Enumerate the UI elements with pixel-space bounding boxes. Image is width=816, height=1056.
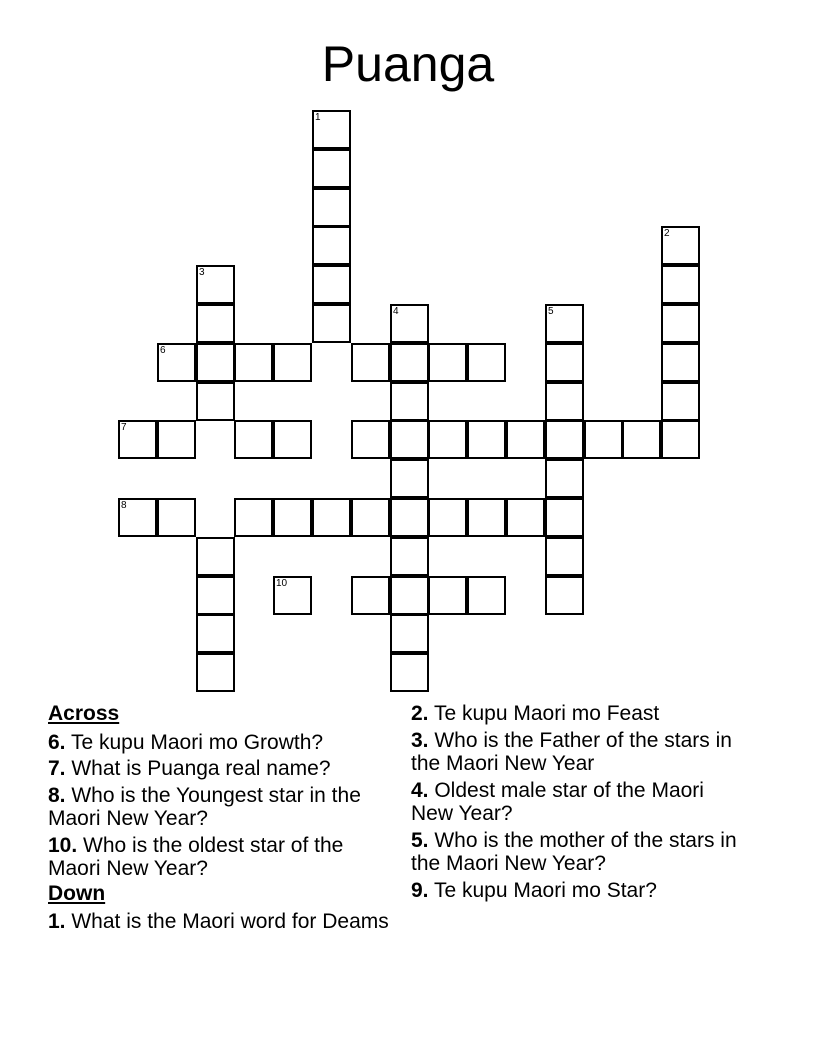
grid-cell[interactable] [234, 498, 273, 537]
grid-cell[interactable] [545, 343, 584, 382]
grid-cell[interactable] [661, 265, 700, 304]
grid-cell[interactable] [545, 304, 584, 343]
clue-text: Te kupu Maori mo Star? [428, 878, 657, 902]
grid-cell[interactable] [390, 420, 429, 459]
grid-cell[interactable] [351, 420, 390, 459]
grid-cell[interactable] [390, 343, 429, 382]
grid-cell[interactable] [467, 498, 506, 537]
clue-text: Who is the Youngest star in the Maori New Year? [48, 783, 361, 830]
clue-text: What is Puanga real name? [65, 757, 331, 780]
grid-cell[interactable] [390, 537, 429, 576]
grid-cell[interactable] [312, 149, 351, 188]
grid-cell[interactable] [428, 576, 467, 615]
clue-item [48, 731, 393, 755]
clue-text: Te kupu Maori mo Growth? [65, 730, 324, 754]
grid-cell[interactable] [506, 420, 545, 459]
clues-left-column [48, 702, 393, 937]
grid-cell[interactable] [312, 226, 351, 265]
grid-cell[interactable] [196, 614, 235, 653]
clue-number-label: 2. [411, 702, 429, 725]
grid-cell[interactable] [390, 382, 429, 421]
clue-number-label: 7. [48, 757, 66, 780]
clue-item [411, 829, 741, 876]
clue-item [411, 702, 741, 726]
grid-cell[interactable] [661, 382, 700, 421]
grid-cell[interactable] [312, 110, 351, 149]
clue-text: What is the Maori word for Deams [65, 910, 389, 933]
clue-item [48, 784, 393, 831]
grid-cell[interactable] [273, 498, 312, 537]
grid-cell[interactable] [390, 304, 429, 343]
grid-cell[interactable] [196, 382, 235, 421]
grid-cell[interactable] [545, 382, 584, 421]
grid-cell[interactable] [545, 459, 584, 498]
grid-cell[interactable] [157, 420, 196, 459]
grid-cell[interactable] [312, 304, 351, 343]
clue-number-label: 8. [48, 783, 66, 807]
grid-cell[interactable] [196, 537, 235, 576]
clue-number: 7 [121, 422, 127, 433]
clue-text: Te kupu Maori mo Feast [428, 702, 660, 725]
grid-cell[interactable] [467, 343, 506, 382]
down-clue-list-right [411, 702, 741, 902]
clue-item [48, 757, 393, 781]
clue-number-label: 1. [48, 910, 66, 933]
grid-cell[interactable] [234, 343, 273, 382]
clue-item [48, 910, 393, 934]
grid-cell[interactable] [196, 304, 235, 343]
grid-cell[interactable] [545, 498, 584, 537]
grid-cell[interactable] [273, 343, 312, 382]
grid-cell[interactable] [545, 420, 584, 459]
clue-item [411, 879, 741, 903]
grid-cell[interactable] [390, 498, 429, 537]
clue-text: Who is the mother of the stars in the Maori New Year? [411, 828, 737, 875]
grid-cell[interactable] [545, 537, 584, 576]
grid-cell[interactable] [273, 420, 312, 459]
grid-cell[interactable] [351, 576, 390, 615]
clue-number-label: 3. [411, 728, 429, 752]
grid-cell[interactable] [234, 420, 273, 459]
grid-cell[interactable] [312, 265, 351, 304]
clue-number-label: 6. [48, 730, 66, 754]
grid-cell[interactable] [273, 576, 312, 615]
grid-cell[interactable] [312, 188, 351, 227]
clue-item [411, 779, 741, 826]
grid-cell[interactable] [428, 498, 467, 537]
grid-cell[interactable] [157, 343, 196, 382]
grid-cell[interactable] [157, 498, 196, 537]
grid-cell[interactable] [428, 343, 467, 382]
grid-cell[interactable] [661, 343, 700, 382]
grid-cell[interactable] [196, 576, 235, 615]
grid-cell[interactable] [467, 576, 506, 615]
clue-item [48, 834, 393, 881]
grid-cell[interactable] [118, 420, 157, 459]
grid-cell[interactable] [196, 653, 235, 692]
grid-cell[interactable] [545, 576, 584, 615]
grid-cell[interactable] [428, 420, 467, 459]
clue-text: Oldest male star of the Maori New Year? [411, 778, 704, 825]
grid-cell[interactable] [390, 653, 429, 692]
clue-number: 4 [393, 306, 399, 317]
clues-right-column [411, 702, 741, 905]
grid-cell[interactable] [661, 420, 700, 459]
grid-cell[interactable] [351, 498, 390, 537]
down-clue-list-left [48, 910, 393, 934]
clue-number-label: 9. [411, 878, 429, 902]
down-heading: Down [48, 881, 106, 905]
grid-cell[interactable] [390, 576, 429, 615]
grid-cell[interactable] [118, 498, 157, 537]
clue-number: 10 [276, 578, 288, 589]
grid-cell[interactable] [467, 420, 506, 459]
grid-cell[interactable] [661, 226, 700, 265]
grid-cell[interactable] [390, 459, 429, 498]
clue-number: 5 [548, 306, 554, 317]
grid-cell[interactable] [196, 343, 235, 382]
clue-text: Who is the Father of the stars in the Maori New Year [411, 728, 732, 775]
clue-text: Who is the oldest star of the Maori New Year? [48, 833, 344, 880]
clue-number: 3 [199, 267, 205, 278]
clue-number: 6 [160, 345, 166, 356]
puzzle-title: Puanga [321, 36, 495, 92]
across-clue-list [48, 731, 393, 881]
clue-number-label: 4. [411, 778, 429, 802]
clue-number: 2 [664, 228, 670, 239]
grid-cell[interactable] [622, 420, 661, 459]
across-heading: Across [48, 702, 120, 725]
clue-item [411, 729, 741, 776]
grid-cell[interactable] [506, 498, 545, 537]
grid-cell[interactable] [661, 304, 700, 343]
clue-number: 8 [121, 500, 127, 511]
clue-number-label: 5. [411, 828, 429, 852]
grid-cell[interactable] [390, 614, 429, 653]
grid-cell[interactable] [312, 498, 351, 537]
clue-number-label: 10. [48, 833, 78, 857]
grid-cell[interactable] [196, 265, 235, 304]
grid-cell[interactable] [351, 343, 390, 382]
grid-cell[interactable] [584, 420, 623, 459]
clue-number: 1 [315, 112, 321, 123]
